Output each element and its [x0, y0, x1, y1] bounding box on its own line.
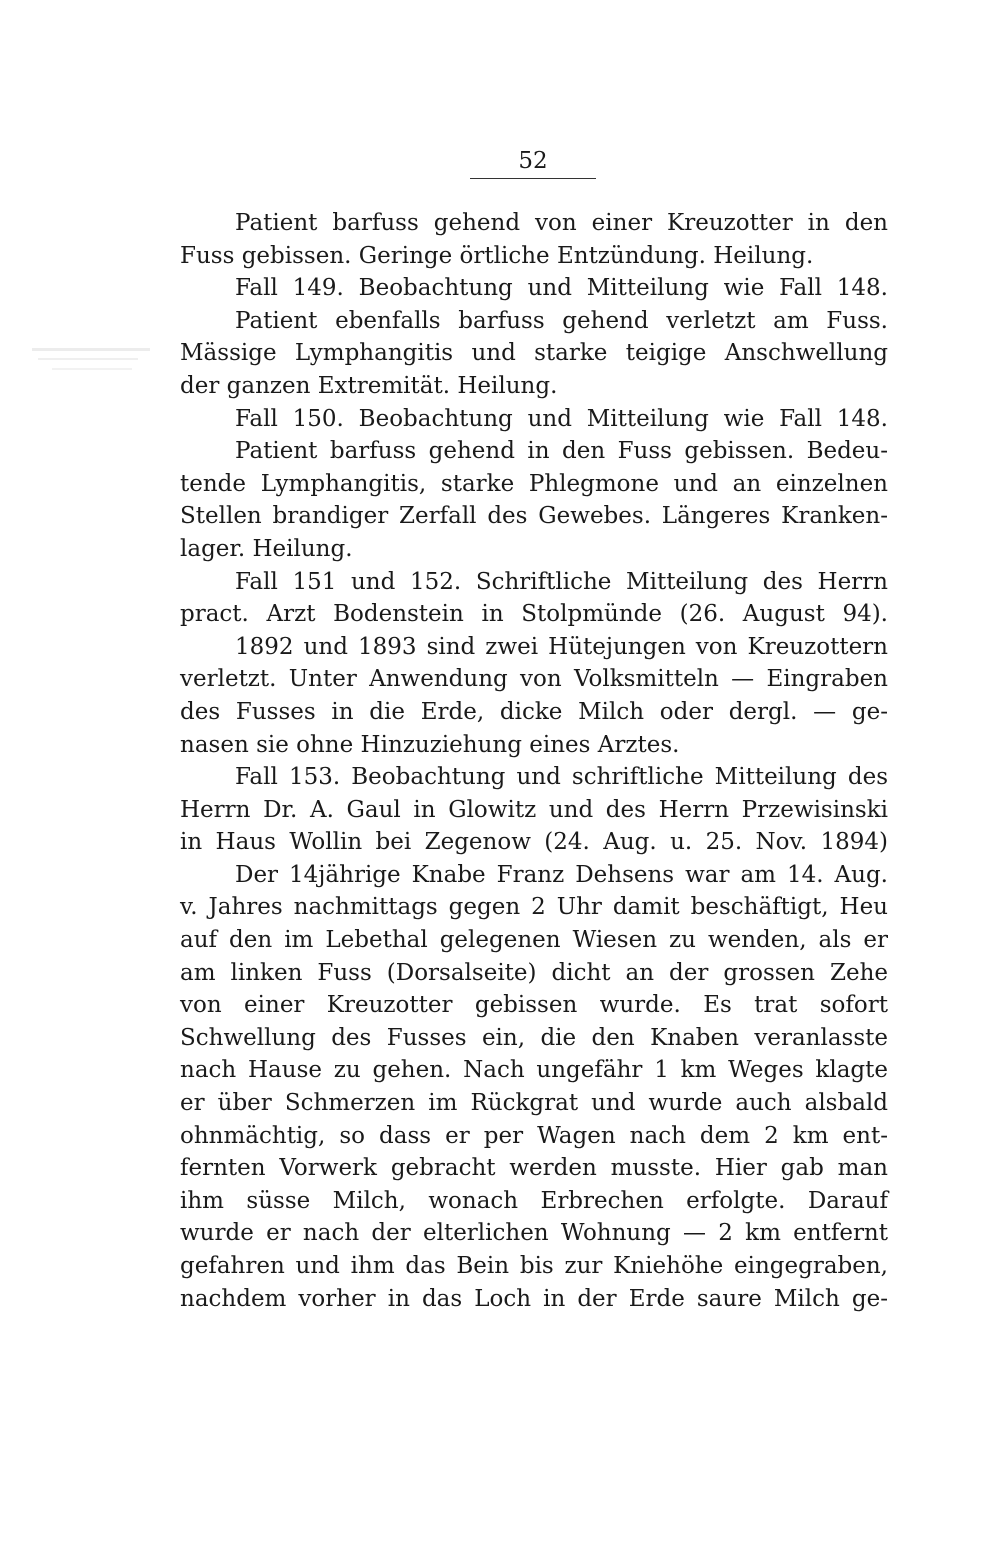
text-line: nasen sie ohne Hinzuziehung eines Arztes.: [180, 731, 680, 758]
text-line: er über Schmerzen im Rückgrat und wurde auch alsbald: [180, 1090, 888, 1117]
case-heading-line: Fall 149. Beobachtung und Mitteilung wie Fall 148.: [235, 275, 888, 302]
case-heading-line: Fall 151 und 152. Schriftliche Mitteilung des Herrn: [235, 568, 888, 595]
text-line: ihm süsse Milch, wonach Erbrechen erfolgte. Darauf: [180, 1187, 888, 1214]
text-line: v. Jahres nachmittags gegen 2 Uhr damit beschäftigt, Heu: [180, 894, 888, 921]
text-line: Mässige Lymphangitis und starke teigige Anschwellung: [180, 340, 888, 367]
text-line: verletzt. Unter Anwendung von Volksmitteln — Eingraben: [180, 666, 888, 693]
case-heading-line: Fall 150. Beobachtung und Mitteilung wie Fall 148.: [235, 405, 888, 432]
text-line: Der 14jährige Knabe Franz Dehsens war am 14. Aug.: [235, 861, 888, 888]
text-line: Patient barfuss gehend von einer Kreuzotter in den: [235, 210, 888, 236]
text-line: wurde er nach der elterlichen Wohnung — 2 km entfernt: [180, 1220, 888, 1247]
text-line: lager. Heilung.: [180, 535, 353, 562]
page-number: 52: [470, 146, 596, 179]
case-heading-line: Fall 153. Beobachtung und schriftliche Mitteilung des: [235, 764, 888, 791]
text-line: fernten Vorwerk gebracht werden musste. Hier gab man: [180, 1155, 888, 1182]
text-line: Herrn Dr. A. Gaul in Glowitz und des Herrn Przewisinski: [180, 796, 888, 823]
text-line: gefahren und ihm das Bein bis zur Kniehöhe eingegraben,: [180, 1253, 888, 1279]
text-line: des Fusses in die Erde, dicke Milch oder dergl. — ge-: [180, 698, 888, 725]
text-line: in Haus Wollin bei Zegenow (24. Aug. u. 25. Nov. 1894): [180, 829, 888, 856]
body-text: [180, 207, 888, 1315]
text-line: Patient barfuss gehend in den Fuss gebissen. Bedeu-: [235, 438, 888, 465]
text-line: am linken Fuss (Dorsalseite) dicht an der grossen Zehe: [180, 959, 888, 986]
text-line: pract. Arzt Bodenstein in Stolpmünde (26. August 94).: [180, 601, 888, 628]
text-line: der ganzen Extremität. Heilung.: [180, 372, 558, 399]
text-line: ohnmächtig, so dass er per Wagen nach dem 2 km ent-: [180, 1122, 888, 1149]
text-line: tende Lymphangitis, starke Phlegmone und an einzelnen: [180, 470, 888, 497]
text-line: Fuss gebissen. Geringe örtliche Entzündung. Heilung.: [180, 242, 814, 269]
text-line: nachdem vorher in das Loch in der Erde saure Milch ge-: [180, 1285, 888, 1312]
text-line: nach Hause zu gehen. Nach ungefähr 1 km Weges klagte: [180, 1057, 888, 1084]
text-line: Stellen brandiger Zerfall des Gewebes. Längeres Kranken-: [180, 503, 888, 530]
text-line: Patient ebenfalls barfuss gehend verletzt am Fuss.: [235, 307, 888, 334]
text-line: auf den im Lebethal gelegenen Wiesen zu wenden, als er: [180, 927, 888, 954]
text-line: Schwellung des Fusses ein, die den Knaben veranlasste: [180, 1024, 888, 1051]
scan-bleed-mark: [32, 340, 152, 380]
text-line: von einer Kreuzotter gebissen wurde. Es trat sofort: [180, 992, 888, 1019]
text-line: 1892 und 1893 sind zwei Hütejungen von Kreuzottern: [235, 633, 888, 660]
